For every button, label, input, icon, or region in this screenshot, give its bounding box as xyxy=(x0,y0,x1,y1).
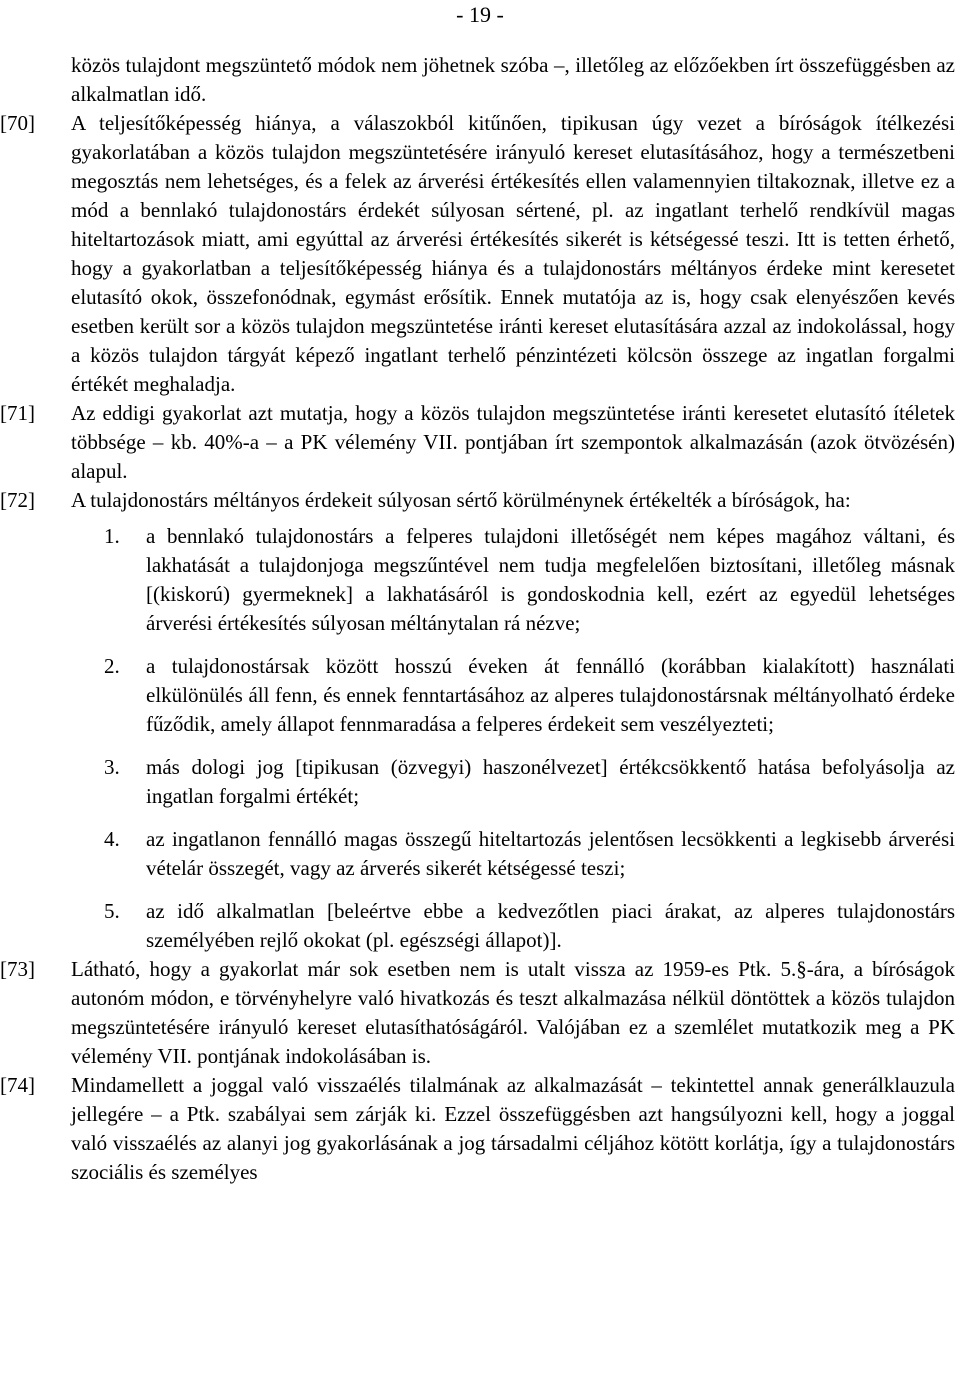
continuation-paragraph xyxy=(0,51,960,109)
list-item xyxy=(0,522,960,638)
list-item-number: 1. xyxy=(104,524,120,548)
page-number: - 19 - xyxy=(456,2,504,27)
paragraph-74 xyxy=(0,1071,960,1187)
paragraph-70 xyxy=(0,109,960,399)
list-item xyxy=(0,753,960,811)
list-item-number: 4. xyxy=(104,827,120,851)
list-item-text: a tulajdonostársak között hosszú éveken át fennálló (korábban kialakított) használati elkülönülés áll fenn, és ennek fenntartásához az alperes tulajdonostársnak méltányolható érdeke fűződik, amely állapot fennmaradása a felperes érdekeit sem veszélyezteti; xyxy=(146,654,955,736)
numbered-list xyxy=(0,522,960,955)
paragraph-73 xyxy=(0,955,960,1071)
paragraph-number: [74] xyxy=(0,1073,35,1097)
paragraph-text: Az eddigi gyakorlat azt mutatja, hogy a közös tulajdon megszüntetése iránti keresetet elutasító ítéletek többsége – kb. 40%-a – a PK vélemény VII. pontjában írt szempontok alkalmazásán (azok ötvözésén) alapul. xyxy=(71,401,955,483)
list-item-text: más dologi jog [tipikusan (özvegyi) haszonélvezet] értékcsökkentő hatása befolyásolja az ingatlan forgalmi értékét; xyxy=(146,755,955,808)
list-item-number: 2. xyxy=(104,654,120,678)
continuation-text: közös tulajdont megszüntető módok nem jöhetnek szóba –, illetőleg az előzőekben írt összefüggésben az alkalmatlan idő. xyxy=(71,53,955,106)
list-item-text: az ingatlanon fennálló magas összegű hiteltartozás jelentősen lecsökkenti a legkisebb árverési vételár összegét, vagy az árverés sikerét kétségessé teszi; xyxy=(146,827,955,880)
paragraph-72 xyxy=(0,486,960,515)
paragraph-number: [73] xyxy=(0,957,35,981)
list-item xyxy=(0,897,960,955)
paragraph-number: [72] xyxy=(0,488,35,512)
paragraph-71 xyxy=(0,399,960,486)
list-item-number: 5. xyxy=(104,899,120,923)
paragraph-number: [70] xyxy=(0,111,35,135)
list-item-text: az idő alkalmatlan [beleértve ebbe a kedvezőtlen piaci árakat, az alperes tulajdonostárs személyében rejlő okokat (pl. egészségi állapot)]. xyxy=(146,899,955,952)
paragraph-text: Mindamellett a joggal való visszaélés tilalmának az alkalmazását – tekintettel annak generálklauzula jellegére – a Ptk. szabályai sem zárják ki. Ezzel összefüggésben azt hangsúlyozni kell, hogy a joggal való visszaélés az alanyi jog gyakorlásának a jog társadalmi céljához kötött korlátja, így a tulajdonostárs szociális és személyes xyxy=(71,1073,955,1184)
list-item-number: 3. xyxy=(104,755,120,779)
document-body xyxy=(0,51,960,1187)
paragraph-text: Látható, hogy a gyakorlat már sok esetben nem is utalt vissza az 1959-es Ptk. 5.§-ára, a bíróságok autonóm módon, e törvényhelyre való hivatkozás és teszt alkalmazása nélkül döntöttek a közös tulajdon megszüntetésére irányuló kereset elutasíthatóságáról. Valójában ez a szemlélet mutatkozik meg a PK vélemény VII. pontjának indokolásában is. xyxy=(71,957,955,1068)
list-item xyxy=(0,825,960,883)
list-item-text: a bennlakó tulajdonostárs a felperes tulajdoni illetőségét nem képes magához váltani, és lakhatását a tulajdonjoga megszűntével nem tudja megfelelően biztosítani, illetőleg másnak [(kiskorú) gyermeknek] a lakhatásáról is gondoskodnia kell, ezért az egyedül lehetséges árverési értékesítés súlyosan méltánytalan rá nézve; xyxy=(146,524,955,635)
list-item xyxy=(0,652,960,739)
paragraph-number: [71] xyxy=(0,401,35,425)
paragraph-text: A tulajdonostárs méltányos érdekeit súlyosan sértő körülménynek értékelték a bíróságok, ha: xyxy=(71,488,851,512)
paragraph-text: A teljesítőképesség hiánya, a válaszokból kitűnően, tipikusan úgy vezet a bíróságok ítélkezési gyakorlatában a közös tulajdon megszüntetésére irányuló kereset elutasításához, hogy a természetbeni megosztás nem lehetséges, és a felek az árverési értékesítés ellen valamennyien tiltakoznak, illetve ez a mód a bennlakó tulajdonostárs érdekét súlyosan sértené, pl. az ingatlant terhelő rendkívül magas hiteltartozások miatt, ami egyúttal az árverési értékesítés sikerét is kétségessé teszi. Itt is tetten érhető, hogy a gyakorlatban a teljesítőképesség hiánya és a tulajdonostárs méltányos érdeke mint keresetet elutasító okok, összefonódnak, egymást erősítik. Ennek mutatója az is, hogy csak elenyészően kevés esetben került sor a közös tulajdon megszüntetése iránti kereset elutasítására azzal az indokolással, hogy a közös tulajdon tárgyát képező ingatlant terhelő pénzintézeti kölcsön összege az ingatlan forgalmi értékét meghaladja. xyxy=(71,111,955,396)
